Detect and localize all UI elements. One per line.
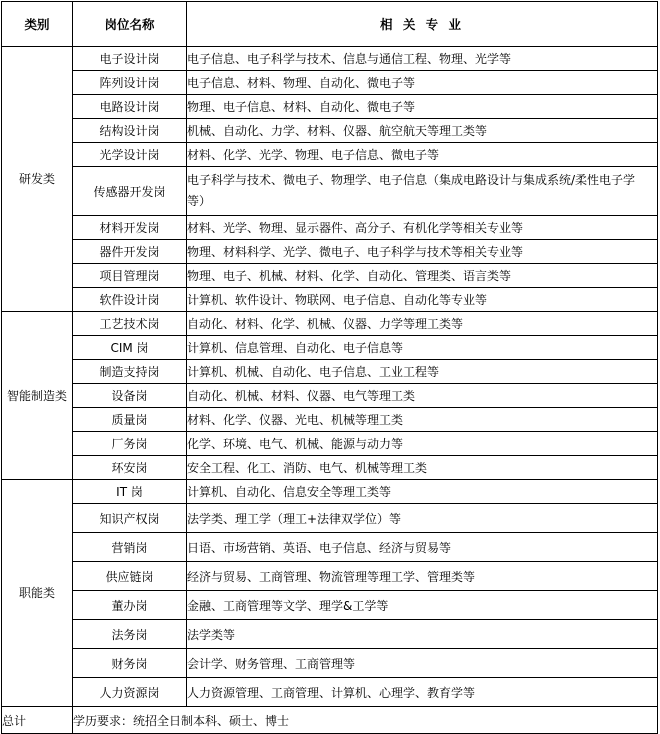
category-functional: 职能类 bbox=[2, 480, 73, 707]
total-row bbox=[2, 707, 658, 734]
table-row bbox=[2, 384, 658, 408]
position-cell: 电路设计岗 bbox=[73, 95, 187, 119]
position-cell: 董办岗 bbox=[73, 591, 187, 620]
table-row bbox=[2, 143, 658, 167]
majors-cell: 材料、化学、光学、物理、电子信息、微电子等 bbox=[187, 143, 658, 167]
table-row bbox=[2, 591, 658, 620]
position-cell: 阵列设计岗 bbox=[73, 71, 187, 95]
position-cell: CIM 岗 bbox=[73, 336, 187, 360]
position-cell: 结构设计岗 bbox=[73, 119, 187, 143]
position-cell: 供应链岗 bbox=[73, 562, 187, 591]
majors-cell: 计算机、信息管理、自动化、电子信息等 bbox=[187, 336, 658, 360]
positions-table bbox=[1, 1, 658, 734]
majors-cell: 日语、市场营销、英语、电子信息、经济与贸易等 bbox=[187, 533, 658, 562]
majors-cell: 安全工程、化工、消防、电气、机械等理工类 bbox=[187, 456, 658, 480]
position-cell: 质量岗 bbox=[73, 408, 187, 432]
majors-cell: 金融、工商管理等文学、理学&工学等 bbox=[187, 591, 658, 620]
position-cell: 制造支持岗 bbox=[73, 360, 187, 384]
majors-cell: 会计学、财务管理、工商管理等 bbox=[187, 649, 658, 678]
category-rnd: 研发类 bbox=[2, 47, 73, 312]
position-cell: 软件设计岗 bbox=[73, 288, 187, 312]
majors-cell: 化学、环境、电气、机械、能源与动力等 bbox=[187, 432, 658, 456]
total-label: 总计 bbox=[2, 707, 73, 734]
majors-cell: 电子科学与技术、微电子、物理学、电子信息（集成电路设计与集成系统/柔性电子学等） bbox=[187, 167, 658, 216]
majors-cell: 物理、材料科学、光学、微电子、电子科学与技术等相关专业等 bbox=[187, 240, 658, 264]
table-row bbox=[2, 264, 658, 288]
table-row bbox=[2, 216, 658, 240]
position-cell: 工艺技术岗 bbox=[73, 312, 187, 336]
majors-cell: 物理、电子信息、材料、自动化、微电子等 bbox=[187, 95, 658, 119]
majors-cell: 材料、光学、物理、显示器件、高分子、有机化学等相关专业等 bbox=[187, 216, 658, 240]
position-cell: 材料开发岗 bbox=[73, 216, 187, 240]
position-cell: 器件开发岗 bbox=[73, 240, 187, 264]
header-row bbox=[2, 2, 658, 47]
table-row bbox=[2, 47, 658, 71]
table-row bbox=[2, 678, 658, 707]
table-row bbox=[2, 336, 658, 360]
majors-cell: 自动化、机械、材料、仪器、电气等理工类 bbox=[187, 384, 658, 408]
majors-cell: 计算机、自动化、信息安全等理工类等 bbox=[187, 480, 658, 504]
table-row bbox=[2, 562, 658, 591]
table-row bbox=[2, 71, 658, 95]
table-row bbox=[2, 408, 658, 432]
table-row bbox=[2, 456, 658, 480]
majors-cell: 计算机、软件设计、物联网、电子信息、自动化等专业等 bbox=[187, 288, 658, 312]
table-row bbox=[2, 620, 658, 649]
table-row bbox=[2, 119, 658, 143]
majors-cell: 机械、自动化、力学、材料、仪器、航空航天等理工类等 bbox=[187, 119, 658, 143]
position-cell: 财务岗 bbox=[73, 649, 187, 678]
majors-cell: 人力资源管理、工商管理、计算机、心理学、教育学等 bbox=[187, 678, 658, 707]
table-row bbox=[2, 167, 658, 216]
table-row bbox=[2, 240, 658, 264]
majors-cell: 经济与贸易、工商管理、物流管理等理工学、管理类等 bbox=[187, 562, 658, 591]
table-row bbox=[2, 360, 658, 384]
position-cell: 法务岗 bbox=[73, 620, 187, 649]
majors-cell: 法学类、理工学（理工+法律双学位）等 bbox=[187, 504, 658, 533]
majors-cell: 自动化、材料、化学、机械、仪器、力学等理工类等 bbox=[187, 312, 658, 336]
position-cell: 项目管理岗 bbox=[73, 264, 187, 288]
position-cell: 营销岗 bbox=[73, 533, 187, 562]
position-cell: IT 岗 bbox=[73, 480, 187, 504]
header-category: 类别 bbox=[2, 2, 73, 47]
position-cell: 传感器开发岗 bbox=[73, 167, 187, 216]
table-row bbox=[2, 649, 658, 678]
table-row bbox=[2, 95, 658, 119]
education-requirement: 学历要求：统招全日制本科、硕士、博士 bbox=[73, 707, 658, 734]
table-row bbox=[2, 533, 658, 562]
majors-cell: 计算机、机械、自动化、电子信息、工业工程等 bbox=[187, 360, 658, 384]
header-position: 岗位名称 bbox=[73, 2, 187, 47]
category-manufacturing: 智能制造类 bbox=[2, 312, 73, 480]
position-cell: 光学设计岗 bbox=[73, 143, 187, 167]
majors-cell: 电子信息、电子科学与技术、信息与通信工程、物理、光学等 bbox=[187, 47, 658, 71]
position-cell: 电子设计岗 bbox=[73, 47, 187, 71]
table-row bbox=[2, 312, 658, 336]
position-cell: 设备岗 bbox=[73, 384, 187, 408]
table-row bbox=[2, 504, 658, 533]
table-row bbox=[2, 432, 658, 456]
majors-cell: 法学类等 bbox=[187, 620, 658, 649]
majors-cell: 物理、电子、机械、材料、化学、自动化、管理类、语言类等 bbox=[187, 264, 658, 288]
position-cell: 知识产权岗 bbox=[73, 504, 187, 533]
position-cell: 厂务岗 bbox=[73, 432, 187, 456]
majors-cell: 材料、化学、仪器、光电、机械等理工类 bbox=[187, 408, 658, 432]
majors-cell: 电子信息、材料、物理、自动化、微电子等 bbox=[187, 71, 658, 95]
position-cell: 环安岗 bbox=[73, 456, 187, 480]
header-majors: 相 关 专 业 bbox=[187, 2, 658, 47]
table-row bbox=[2, 288, 658, 312]
position-cell: 人力资源岗 bbox=[73, 678, 187, 707]
table-row bbox=[2, 480, 658, 504]
